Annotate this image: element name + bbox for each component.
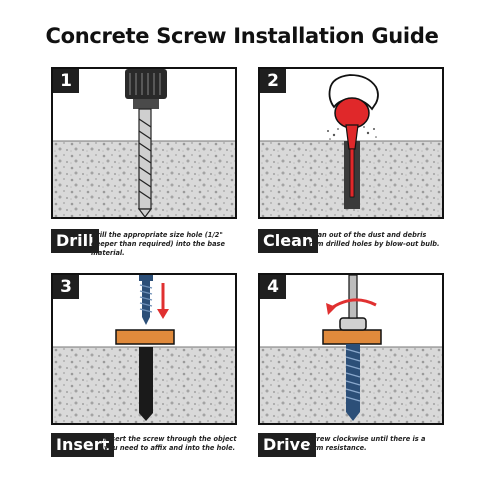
step-2-description: Clean out of the dust and debris from drilled holes by blow-out bulb.	[306, 231, 440, 248]
step-2-number: 2	[260, 69, 286, 93]
step-4-number: 4	[260, 275, 286, 299]
screw-head	[139, 275, 153, 281]
step-4-panel	[258, 273, 444, 425]
step-4-label: Drive	[258, 433, 316, 457]
drill-chuck	[125, 69, 167, 99]
step-3-panel	[51, 273, 237, 425]
clean-illustration	[260, 69, 444, 219]
step-2-panel	[258, 67, 444, 219]
screw	[346, 344, 360, 412]
step-1-description: Drill the appropriate size hole (1/2" deeper than required) into the base material.	[91, 231, 225, 257]
screw-head	[340, 318, 366, 330]
step-4-description: Screw clockwise until there is a firm resistance.	[308, 435, 426, 452]
step-1-panel	[51, 67, 237, 219]
step-1-label: Drill	[51, 229, 99, 253]
step-3-description: Insert the screw through the object you need to affix and into the hole.	[104, 435, 237, 452]
drive-illustration	[260, 275, 444, 425]
step-2-label: Clean	[258, 229, 318, 253]
drill-illustration	[53, 69, 237, 219]
down-arrow-icon	[157, 309, 169, 319]
step-1-number: 1	[53, 69, 79, 93]
blow-out-bulb	[335, 98, 369, 128]
insert-illustration	[53, 275, 237, 425]
page-title: Concrete Screw Installation Guide	[45, 24, 439, 48]
wood-plate	[116, 330, 174, 344]
driver-shaft	[349, 275, 357, 318]
step-3-label: Insert	[51, 433, 114, 457]
drilled-hole	[139, 347, 153, 413]
step-3-number: 3	[53, 275, 79, 299]
wood-plate	[323, 330, 381, 344]
